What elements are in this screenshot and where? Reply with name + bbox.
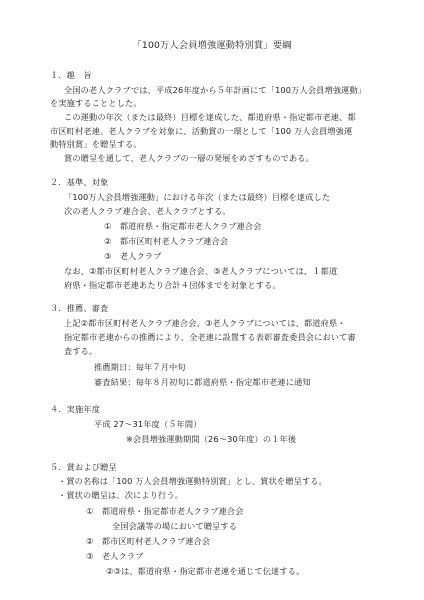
- section-1-text: 動特別賞」を贈呈する。: [50, 139, 142, 149]
- section-1-text: 全国の老人クラブでは、平成26年度から５年計画にて「100万人会員増強運動」: [64, 85, 367, 95]
- section-5-subtext: ②③は、都道府県・指定都市老連を通じて伝達する。: [106, 566, 305, 576]
- section-3-heading: ３．推薦、審査: [50, 303, 109, 313]
- section-4-text: 平成 27～31年度（５年間）: [94, 419, 202, 429]
- section-1-text: この運動の年次（または最終）目標を達成した、都道府県・指定都市老連、都: [64, 112, 356, 122]
- section-2-text: 次の老人クラブ連合会、老人クラブとする。: [64, 206, 231, 216]
- section-3-detail: 審査結果：毎年８月初旬に都道府県・指定都市老連に通知: [94, 377, 311, 387]
- section-3-text: 指定都市老連からの推薦により、全老連に設置する表彰審査委員会において審: [64, 332, 356, 342]
- section-2-list-item: ② 都市区町村老人クラブ連合会: [104, 236, 229, 246]
- section-2-text: 府県・指定都市老連あたり合計４団体までを対象とする。: [64, 280, 281, 290]
- section-2-list-item: ③ 老人クラブ: [104, 251, 162, 261]
- section-3-text: 査する。: [64, 346, 98, 356]
- section-3-text: 上記②都市区町村老人クラブ連合会、③老人クラブについては、都道府県・: [64, 318, 346, 328]
- section-1-heading: １．趣 旨: [50, 70, 92, 80]
- section-5-heading: ５．賞および贈呈: [50, 462, 117, 472]
- section-2-text: 「100万人会員増強運動」における年次（または最終）目標を達成した: [64, 192, 331, 202]
- section-5-list-item: ② 都市区町村老人クラブ連合会: [86, 536, 211, 546]
- section-4-heading: ４．実施年度: [50, 404, 101, 414]
- section-5-subtext: 全国会議等の場において贈呈する: [112, 521, 238, 531]
- section-5-text: ・賞状の贈呈は、次により行う。: [58, 490, 184, 500]
- section-2-text: なお、②都市区町村老人クラブ連合会、③老人クラブについては、１都道: [64, 266, 338, 276]
- section-5-text: ・賞の名称は「100 万人会員増強運動特別賞」とし、賞状を贈呈する。: [58, 476, 327, 486]
- section-1-text: 市区町村老連、老人クラブを対象に、活動賞の一環として「100 万人会員増強運: [50, 126, 353, 136]
- section-2-heading: ２．基準、対象: [50, 177, 109, 187]
- section-1-text: 賞の贈呈を通して、老人クラブの一層の発展をめざすものである。: [64, 153, 314, 163]
- section-4-note: ※会員増強運動期間（26～30年度）の１年後: [126, 434, 297, 444]
- section-5-list-item: ③ 老人クラブ: [86, 551, 144, 561]
- section-2-list-item: ① 都道府県・指定都市老人クラブ連合会: [104, 221, 262, 231]
- section-5-list-item: ① 都道府県・指定都市老人クラブ連合会: [86, 506, 244, 516]
- document-title: 「100万人会員増強運動特別賞」要綱: [132, 40, 292, 51]
- section-1-text: を実施することとした。: [50, 98, 142, 108]
- section-3-detail: 推薦期日：毎年７月中旬: [94, 362, 186, 372]
